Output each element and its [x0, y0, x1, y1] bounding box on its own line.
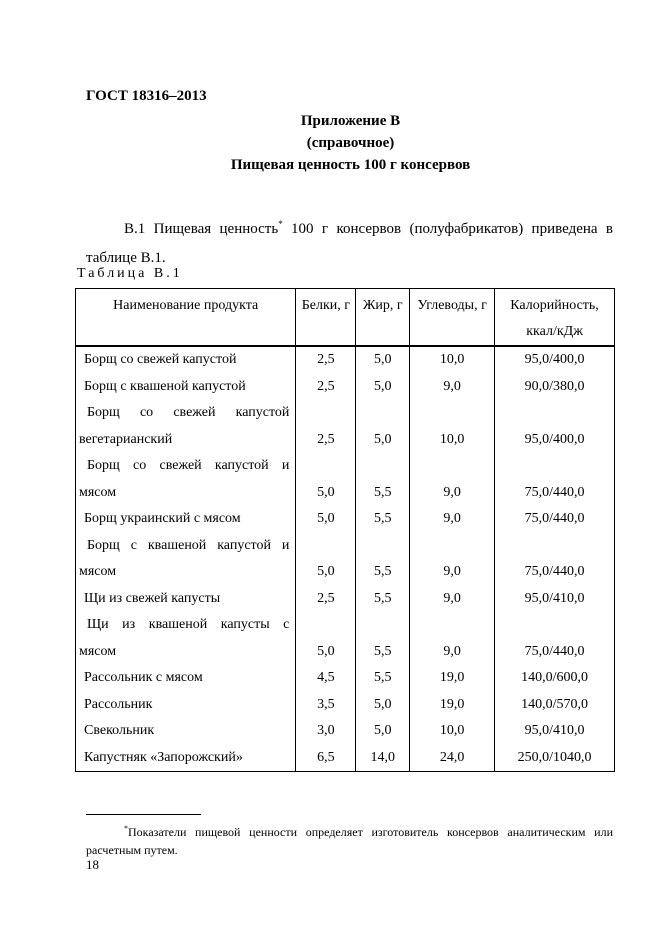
footnote-reference: *: [278, 219, 283, 229]
cell-protein: 5,0: [296, 533, 356, 586]
cell-fat: 5,5: [356, 453, 410, 506]
table-label: Таблица В.1: [77, 266, 183, 281]
cell-calories: 140,0/570,0: [495, 692, 615, 719]
cell-product-name: Борщ со свежей капустой и мясом: [76, 453, 296, 506]
cell-fat: 14,0: [356, 745, 410, 772]
header-protein: Белки, г: [296, 289, 356, 347]
cell-carbs: 9,0: [410, 506, 495, 533]
cell-fat: 5,5: [356, 665, 410, 692]
cell-fat: 5,0: [356, 692, 410, 719]
cell-carbs: 9,0: [410, 533, 495, 586]
cell-calories: 75,0/440,0: [495, 453, 615, 506]
cell-protein: 4,5: [296, 665, 356, 692]
cell-fat: 5,5: [356, 506, 410, 533]
cell-calories: 75,0/440,0: [495, 506, 615, 533]
cell-protein: 3,0: [296, 718, 356, 745]
cell-calories: 250,0/1040,0: [495, 745, 615, 772]
cell-carbs: 9,0: [410, 586, 495, 613]
table-row: [76, 745, 615, 772]
table-row: [76, 374, 615, 401]
cell-protein: 5,0: [296, 453, 356, 506]
cell-carbs: 19,0: [410, 665, 495, 692]
cell-product-name: Борщ с квашеной капустой и мясом: [76, 533, 296, 586]
table-row: [76, 665, 615, 692]
header-fat: Жир, г: [356, 289, 410, 347]
cell-carbs: 24,0: [410, 745, 495, 772]
cell-product-name: Борщ со свежей капустой вегетарианский: [76, 400, 296, 453]
footnote-mark: *: [124, 824, 128, 833]
footnote: [86, 820, 613, 859]
cell-carbs: 9,0: [410, 612, 495, 665]
cell-product-name: Борщ с квашеной капустой: [76, 374, 296, 401]
cell-protein: 5,0: [296, 612, 356, 665]
cell-fat: 5,0: [356, 374, 410, 401]
appendix-subtitle: Пищевая ценность 100 г консервов: [230, 157, 471, 173]
table-row: [76, 533, 615, 586]
intro-text-start: В.1 Пищевая ценность: [124, 221, 279, 237]
cell-fat: 5,5: [356, 586, 410, 613]
header-calories: Калорийность, ккал/кДж: [495, 289, 615, 347]
cell-calories: 75,0/440,0: [495, 533, 615, 586]
cell-protein: 5,0: [296, 506, 356, 533]
cell-product-name: Борщ украинский с мясом: [76, 506, 296, 533]
table-row: [76, 400, 615, 453]
cell-fat: 5,5: [356, 533, 410, 586]
cell-fat: 5,5: [356, 612, 410, 665]
cell-calories: 95,0/410,0: [495, 718, 615, 745]
cell-protein: 2,5: [296, 374, 356, 401]
cell-product-name: Капустняк «Запорожский»: [76, 745, 296, 772]
cell-carbs: 19,0: [410, 692, 495, 719]
cell-protein: 2,5: [296, 346, 356, 374]
page-number: 18: [86, 857, 99, 872]
appendix-type: (справочное): [306, 135, 395, 151]
intro-paragraph: [86, 210, 613, 273]
appendix-title: Приложение В: [300, 113, 401, 129]
cell-carbs: 10,0: [410, 346, 495, 374]
table-row: [76, 586, 615, 613]
cell-calories: 95,0/400,0: [495, 400, 615, 453]
table-row: [76, 612, 615, 665]
cell-product-name: Рассольник с мясом: [76, 665, 296, 692]
cell-calories: 95,0/410,0: [495, 586, 615, 613]
cell-fat: 5,0: [356, 718, 410, 745]
table-header-row: [76, 289, 615, 347]
footnote-divider: [86, 814, 201, 815]
cell-product-name: Свекольник: [76, 718, 296, 745]
cell-product-name: Борщ со свежей капустой: [76, 346, 296, 374]
cell-protein: 2,5: [296, 586, 356, 613]
nutrition-table: [75, 288, 615, 772]
table-row: [76, 692, 615, 719]
cell-carbs: 10,0: [410, 400, 495, 453]
cell-calories: 95,0/400,0: [495, 346, 615, 374]
cell-carbs: 9,0: [410, 374, 495, 401]
header-carbs: Углеводы, г: [410, 289, 495, 347]
cell-protein: 3,5: [296, 692, 356, 719]
cell-carbs: 10,0: [410, 718, 495, 745]
intro-text-end: 100 г консервов (полуфабрикатов) приведена в таблице В.1.: [86, 221, 613, 266]
cell-protein: 6,5: [296, 745, 356, 772]
cell-product-name: Рассольник: [76, 692, 296, 719]
table-row: [76, 718, 615, 745]
cell-carbs: 9,0: [410, 453, 495, 506]
cell-product-name: Щи из квашеной капусты с мясом: [76, 612, 296, 665]
cell-calories: 140,0/600,0: [495, 665, 615, 692]
cell-product-name: Щи из свежей капусты: [76, 586, 296, 613]
table-row: [76, 453, 615, 506]
table-row: [76, 506, 615, 533]
cell-protein: 2,5: [296, 400, 356, 453]
header-product-name: Наименование продукта: [76, 289, 296, 347]
footnote-text: Показатели пищевой ценности определяет изготовитель консервов аналитическим или расчетным путем.: [86, 825, 613, 857]
document-code: ГОСТ 18316–2013: [86, 88, 207, 104]
cell-calories: 90,0/380,0: [495, 374, 615, 401]
cell-fat: 5,0: [356, 400, 410, 453]
table-row: [76, 346, 615, 374]
cell-fat: 5,0: [356, 346, 410, 374]
cell-calories: 75,0/440,0: [495, 612, 615, 665]
